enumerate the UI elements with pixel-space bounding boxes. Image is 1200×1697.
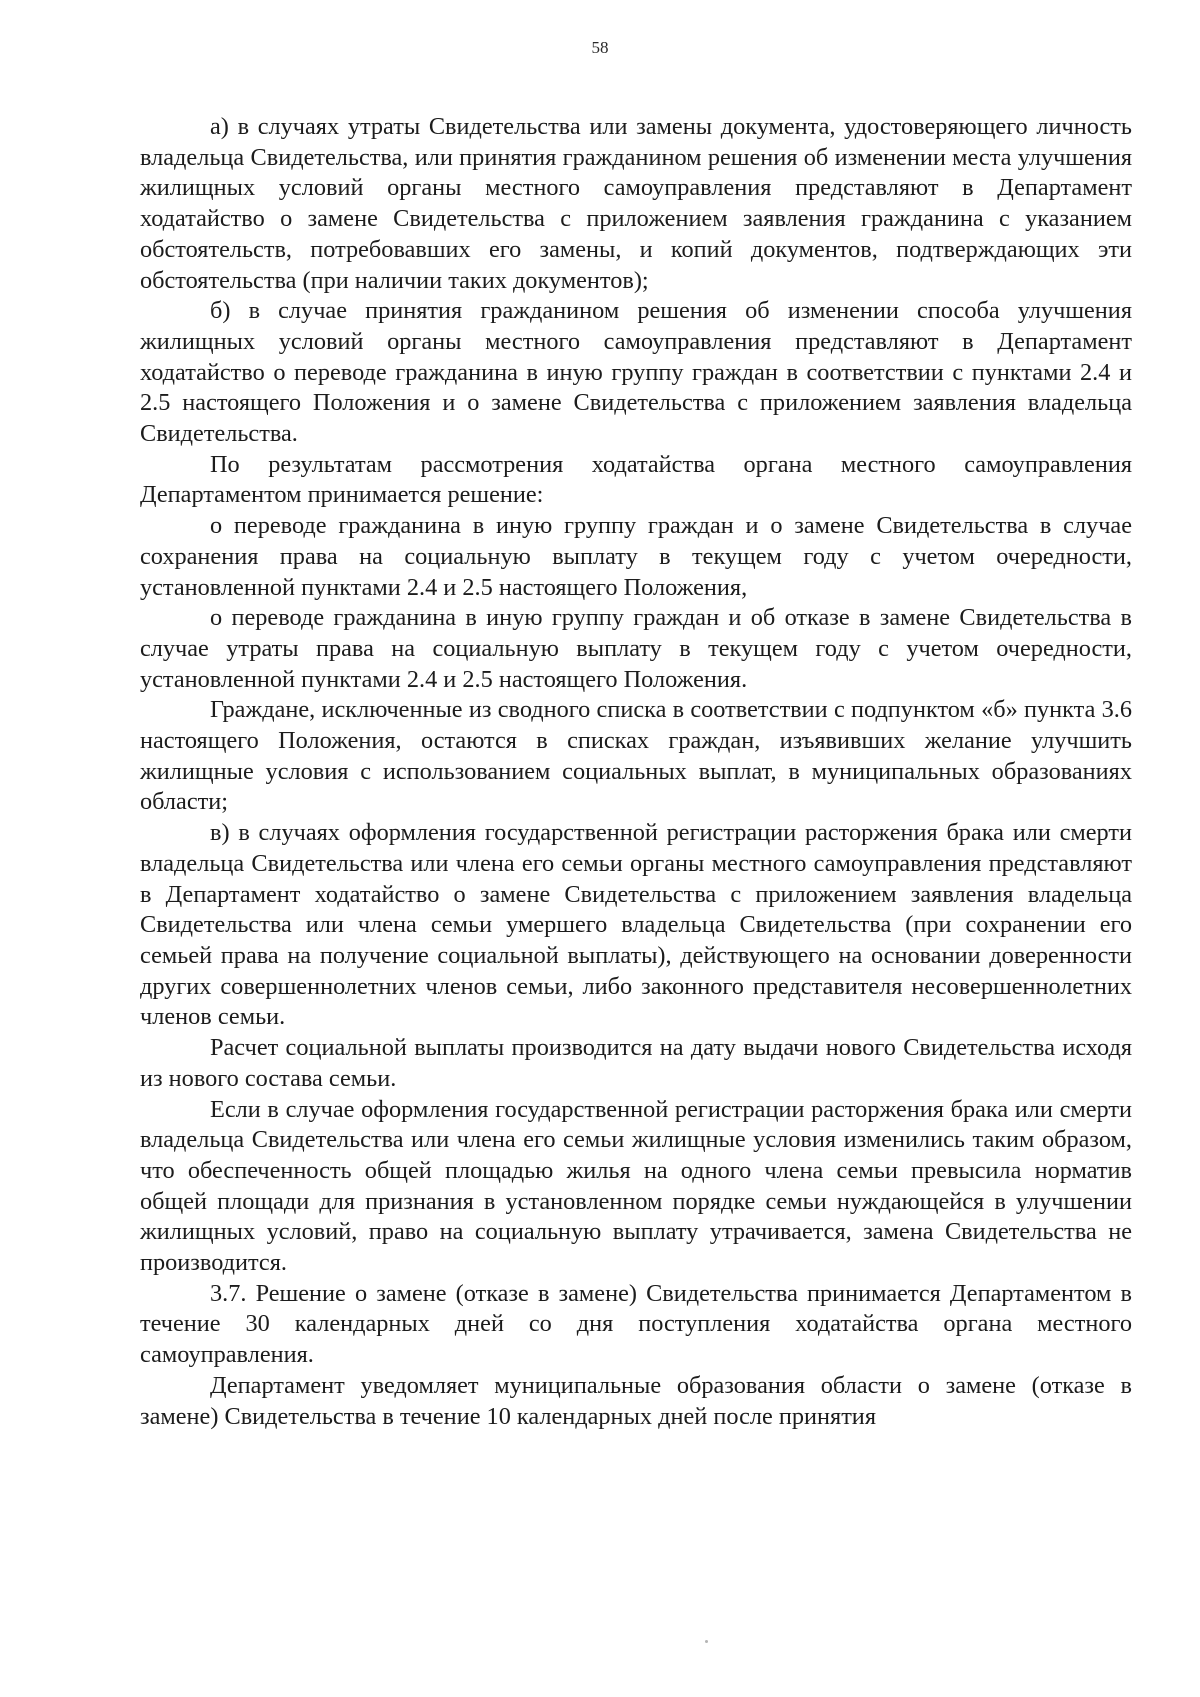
paragraph-right-lost: Если в случае оформления государственной регистрации расторжения брака или смерти владельца Свидетельства или члена его семьи жилищные условия изменились таким образом, что обеспеченность общей площадью жилья на одного члена семьи превысила норматив общей площади для признания в установленном порядке семьи нуждающейся в улучшении жилищных условий, право на социальную выплату утрачивается, замена Свидетельства не производится. — [140, 1095, 1132, 1277]
document-body — [140, 112, 1132, 1432]
scan-speck — [705, 1640, 708, 1643]
paragraph-c-divorce-or-death: в) в случаях оформления государственной регистрации расторжения брака или смерти владельца Свидетельства или члена его семьи органы местного самоуправления представляют в Департамент ходатайство о замене Свидетельства с приложением заявления владельца Свидетельства или члена семьи умершего владельца Свидетельства (при сохранении его семьей права на получение социальной выплаты), действующего на основании доверенности других совершеннолетних членов семьи, либо законного представителя несовершеннолетних членов семьи. — [140, 819, 1132, 1031]
paragraph-decision-refuse: о переводе гражданина в иную группу граждан и об отказе в замене Свидетельства в случае утраты права на социальную выплату в текущем году с учетом очередности, установленной пунктами 2.4 и 2.5 настоящего Положения. — [140, 604, 1132, 693]
paragraph-department-notifies: Департамент уведомляет муниципальные образования области о замене (отказе в замене) Свидетельства в течение 10 календарных дней после принятия — [140, 1371, 1132, 1430]
paragraph-decision-replace: о переводе гражданина в иную группу граждан и о замене Свидетельства в случае сохранения права на социальную выплату в текущем году с учетом очередности, установленной пунктами 2.4 и 2.5 настоящего Положения, — [140, 512, 1132, 601]
paragraph-payment-calculation: Расчет социальной выплаты производится на дату выдачи нового Свидетельства исходя из нового состава семьи. — [140, 1034, 1132, 1092]
paragraph-3-7-decision-term: 3.7. Решение о замене (отказе в замене) Свидетельства принимается Департаментом в течение 30 календарных дней со дня поступления ходатайства органа местного самоуправления. — [140, 1279, 1132, 1369]
paragraph-b-change-method: б) в случае принятия гражданином решения об изменении способа улучшения жилищных условий органы местного самоуправления представляют в Департамент ходатайство о переводе гражданина в иную группу граждан в соответствии с пунктами 2.4 и 2.5 настоящего Положения и о замене Свидетельства с приложением заявления владельца Свидетельства. — [140, 297, 1132, 448]
paragraph-a-loss-or-change: а) в случаях утраты Свидетельства или замены документа, удостоверяющего личность владельца Свидетельства, или принятия гражданином решения об изменении места улучшения жилищных условий органы местного самоуправления представляют в Департамент ходатайство о замене Свидетельства с приложением заявления гражданина с указанием обстоятельств, потребовавших его замены, и копий документов, подтверждающих эти обстоятельства (при наличии таких документов); — [140, 113, 1132, 294]
paragraph-review-results: По результатам рассмотрения ходатайства органа местного самоуправления Департаментом принимается решение: — [140, 450, 1132, 509]
paragraph-excluded-citizens: Граждане, исключенные из сводного списка в соответствии с подпунктом «б» пункта 3.6 настоящего Положения, остаются в списках граждан, изъявивших желание улучшить жилищные условия с использованием социальных выплат, в муниципальных образованиях области; — [140, 696, 1132, 816]
page-number: 58 — [591, 38, 609, 57]
